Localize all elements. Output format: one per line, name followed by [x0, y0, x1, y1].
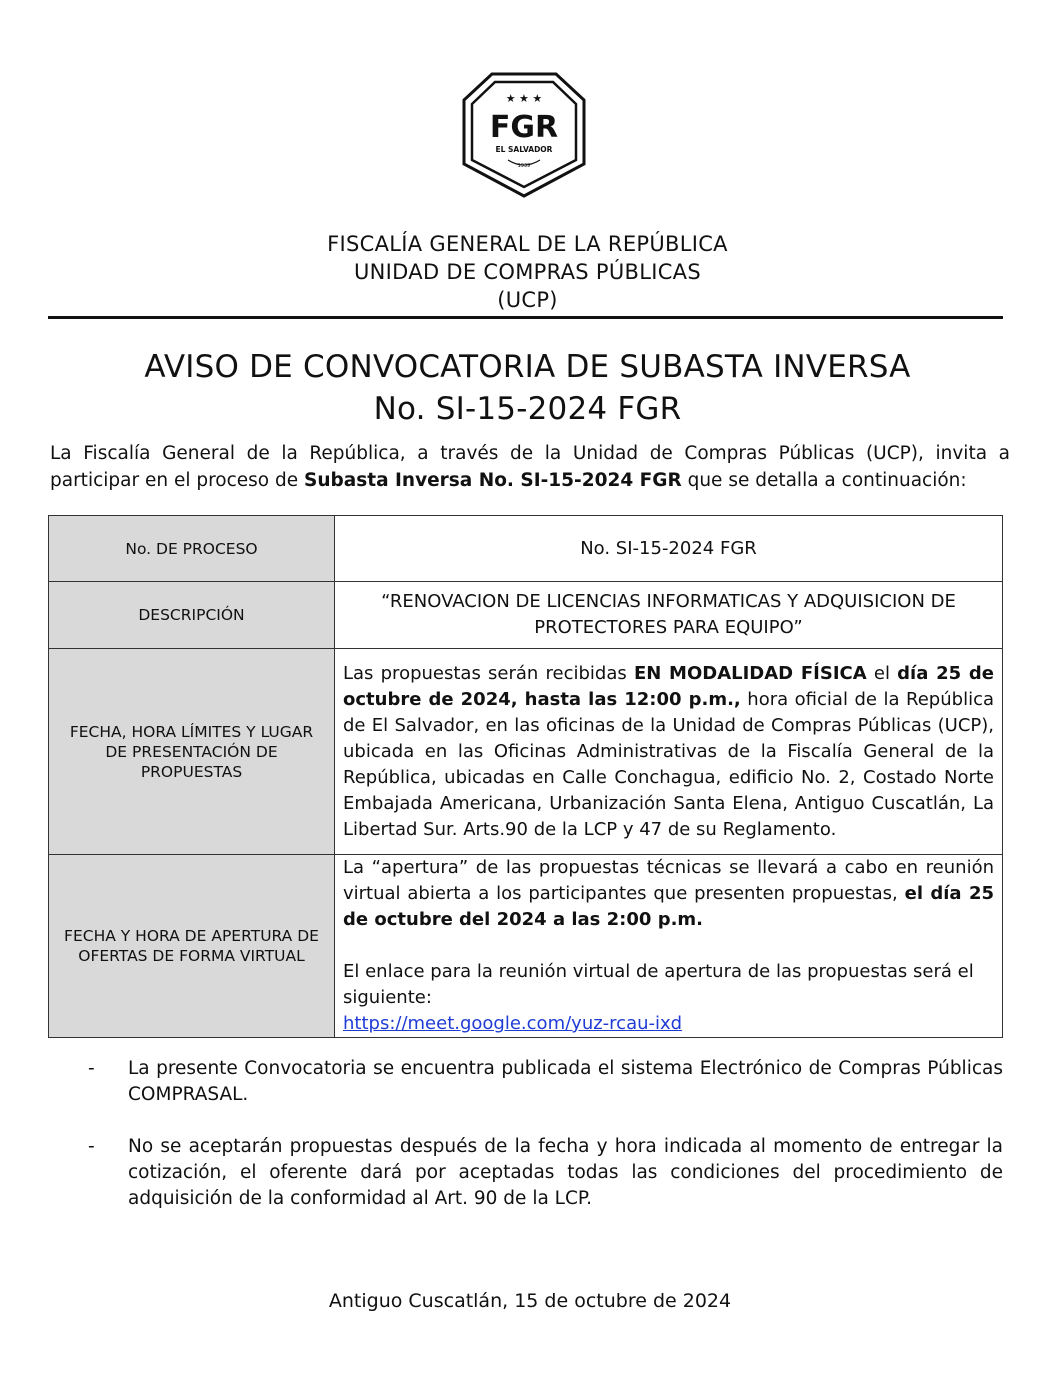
label-description: DESCRIPCIÓN [49, 582, 335, 649]
header-line-2: UNIDAD DE COMPRAS PÚBLICAS [354, 260, 701, 284]
intro-bold: Subasta Inversa No. SI-15-2024 FGR [304, 470, 682, 491]
logo-subtitle: EL SALVADOR [495, 145, 553, 154]
table-row-submission [49, 649, 1003, 855]
institution-header [0, 230, 1055, 314]
place-date: Antiguo Cuscatlán, 15 de octubre de 2024 [328, 1290, 732, 1312]
bullet-text: La presente Convocatoria se encuentra publicada el sistema Electrónico de Compras Públicas COMPRASAL. [128, 1058, 1003, 1105]
label-process-number: No. DE PROCESO [49, 516, 335, 582]
header-line-3: (UCP) [497, 288, 558, 312]
value-opening [335, 855, 1003, 1038]
process-table [48, 515, 1003, 1038]
submission-text-1: Las propuestas serán recibidas [343, 662, 634, 684]
logo-year: 1939 [517, 163, 531, 169]
header-divider [48, 316, 1003, 319]
fgr-logo [462, 72, 586, 198]
header-line-1: FISCALÍA GENERAL DE LA REPÚBLICA [327, 232, 728, 256]
submission-bold-2: día 25 de octubre de 2024, hasta las 12:00 p.m., [343, 662, 994, 710]
intro-text-1: La Fiscalía General de la República, a través de la Unidad de Compras Públicas (UCP), invita a participar en el proceso de [50, 443, 1010, 491]
list-item [88, 1134, 1003, 1212]
list-item [88, 1056, 1003, 1108]
intro-text-2: que se detalla a continuación: [681, 470, 967, 491]
label-opening: FECHA Y HORA DE APERTURA DE OFERTAS DE FORMA VIRTUAL [49, 855, 335, 1038]
submission-bold-1: EN MODALIDAD FÍSICA [633, 662, 867, 684]
table-row-opening [49, 855, 1003, 1038]
meeting-link[interactable]: https://meet.google.com/yuz-rcau-ixd [343, 1013, 683, 1034]
submission-text-2: el [866, 662, 898, 684]
bullet-dash: - [88, 1136, 95, 1157]
link-intro: El enlace para la reunión virtual de apertura de las propuestas será el siguiente: [343, 961, 974, 1008]
notes-list [88, 1056, 1003, 1238]
label-submission: FECHA, HORA LÍMITES Y LUGAR DE PRESENTACIÓN DE PROPUESTAS [49, 649, 335, 855]
opening-bold: el día 25 de octubre del 2024 a las 2:00 p.m. [343, 883, 994, 930]
table-row-process [49, 516, 1003, 582]
intro-paragraph [50, 440, 1010, 494]
value-description: “RENOVACION DE LICENCIAS INFORMATICAS Y ADQUISICION DE PROTECTORES PARA EQUIPO” [335, 582, 1003, 649]
opening-text-1: La “apertura” de las propuestas técnicas se llevará a cabo en reunión virtual abierta a los participantes que presenten propuestas, [343, 857, 994, 904]
table-row-description [49, 582, 1003, 649]
value-submission [335, 649, 1003, 855]
logo-initials: FGR [489, 110, 559, 145]
value-process-number: No. SI-15-2024 FGR [335, 516, 1003, 582]
title-line-2: No. SI-15-2024 FGR [373, 391, 682, 427]
document-title [0, 346, 1055, 430]
opening-paragraph [343, 855, 994, 933]
bullet-text: No se aceptarán propuestas después de la fecha y hora indicada al momento de entregar la cotización, el oferente dará por aceptadas todas las condiciones del procedimiento de adquisición de la conformidad al Art. 90 de la LCP. [128, 1136, 1003, 1209]
title-line-1: AVISO DE CONVOCATORIA DE SUBASTA INVERSA [144, 349, 911, 385]
submission-text-3: hora oficial de la República de El Salvador, en las oficinas de la Unidad de Compras Públicas (UCP), ubicada en las Oficinas Administrativas de la Fiscalía General de la República, ubicadas en Calle Conchagua, edificio No. 2, Costado Norte Embajada Americana, Urbanización Santa Elena, Antiguo Cuscatlán, La Libertad Sur. Arts.90 de la LCP y 47 de su Reglamento. [343, 688, 994, 840]
logo-stars: ★ ★ ★ [505, 92, 543, 105]
bullet-dash: - [88, 1058, 95, 1079]
